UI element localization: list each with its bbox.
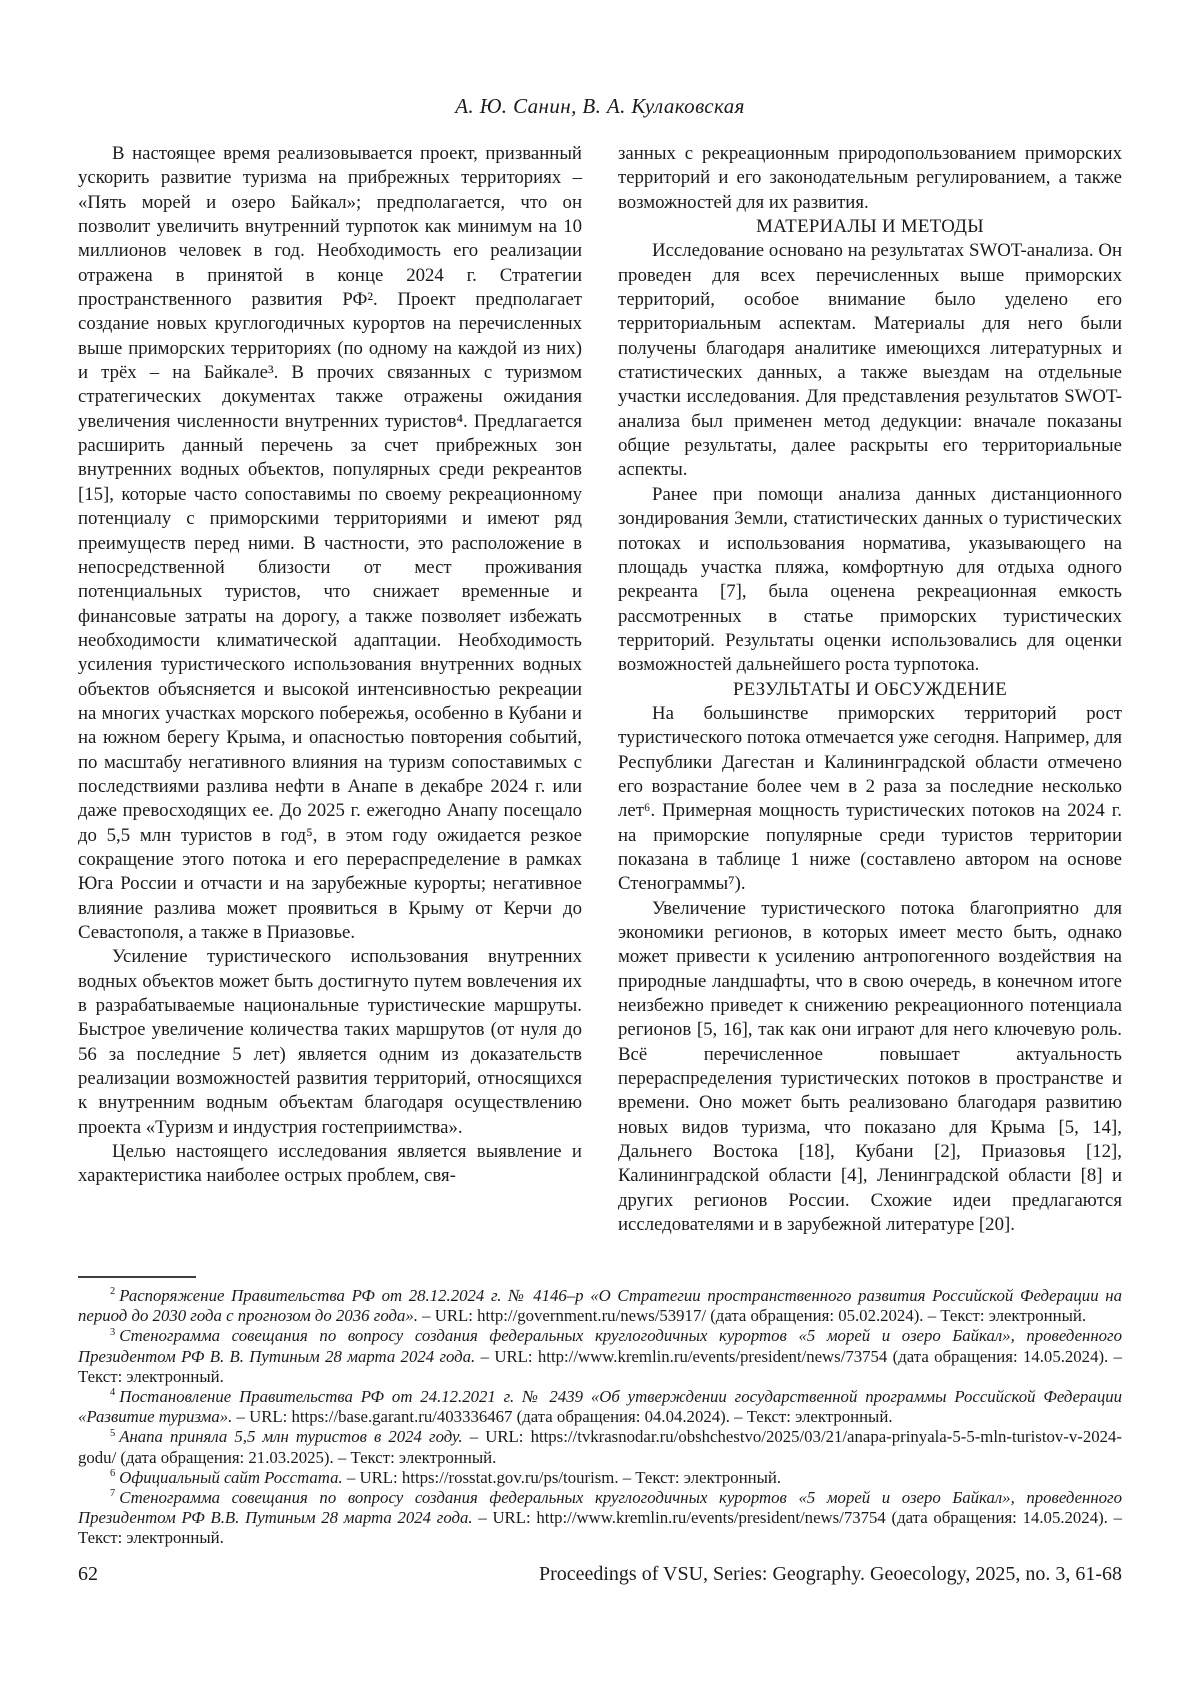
footnote-4 bbox=[78, 1387, 1122, 1427]
article-body bbox=[78, 142, 1122, 1237]
footnote-7 bbox=[78, 1488, 1122, 1549]
right-column bbox=[618, 142, 1122, 1237]
footnote-marker: 3 bbox=[110, 1326, 116, 1338]
journal-line: Proceedings of VSU, Series: Geography. Geoecology, 2025, no. 3, 61-68 bbox=[538, 1563, 1122, 1585]
left-column bbox=[78, 142, 582, 1237]
footnote-marker: 5 bbox=[110, 1427, 116, 1439]
authors-line: А. Ю. Санин, В. А. Кулаковская bbox=[455, 94, 745, 118]
body-paragraph-flow-redistribution: Увеличение туристического потока благоприятно для экономики регионов, в которых имеет место быть, однако может привести к усилению антропогенного воздействия на природные ландшафты, что в свою очередь, в конечном итоге неизбежно приведет к снижению рекреационного потенциала регионов [5, 16], так как они играют для него ключевую роль. Всё перечисленное повышает актуальность перераспределения туристических потоков в пространстве и времени. Оно может быть реализовано благодаря развитию новых видов туризма, что показано для Крыма [5, 14], Дальнего Востока [18], Кубани [2], Приазовья [12], Калининградской области [4], Ленинградской области [8] и других регионов России. Схожие идеи предлагаются исследователями и в зарубежной литературе [20]. bbox=[618, 897, 1122, 1236]
footnote-source: Постановление Правительства РФ от 24.12.2021 г. № 2439 «Об утверждении государственной программы Российской Федерации «Развитие туризма». bbox=[78, 1387, 1122, 1427]
body-paragraph-routes: Усиление туристического использования внутренних водных объектов может быть достигнуто путем вовлечения их в разрабатываемые национальные туристические маршруты. Быстрое увеличение количества таких маршрутов (от нуля до 56 за последние 5 лет) является одним из доказательств реализации возможностей развития территорий, относящихся к внутренним водным объектам благодаря осуществлению проекта «Туризм и индустрия гостеприимства». bbox=[78, 946, 582, 1138]
body-paragraph-goal: Целью настоящего исследования является выявление и характеристика наиболее острых проблем, свя- bbox=[78, 1141, 582, 1187]
footnote-source: Стенограмма совещания по вопросу создания федеральных круглогодичных курортов «5 морей и озеро Байкал», проведенного Президентом РФ В. В. Путиным 28 марта 2024 года. bbox=[78, 1326, 1122, 1366]
body-paragraph-tourist-flow-growth: На большинстве приморских территорий рост туристического потока отмечается уже сегодня. Например, для Республики Дагестан и Калининградской области отмечено его возрастание более чем в 2 раза за последние несколько лет⁶. Примерная мощность туристических потоков на 2024 г. на приморские популярные среди туристов территории показана в таблице 1 ниже (составлено автором на основе Стенограммы⁷). bbox=[618, 702, 1122, 895]
section-heading-materials-methods: МАТЕРИАЛЫ И МЕТОДЫ bbox=[756, 216, 984, 238]
footnote-source: Распоряжение Правительства РФ от 28.12.2024 г. № 4146–р «О Стратегии пространственного развития Российской Федерации на период до 2030 года с прогнозом до 2036 года». bbox=[78, 1286, 1122, 1326]
footnote-detail: – URL: https://rosstat.gov.ru/ps/tourism. – Текст: электронный. bbox=[342, 1467, 782, 1487]
footnotes-section bbox=[78, 1276, 1122, 1549]
body-paragraph-intro: В настоящее время реализовывается проект, призванный ускорить развитие туризма на прибрежных территориях – «Пять морей и озеро Байкал»; предполагается, что он позволит увеличить внутренний турпоток как минимум на 10 миллионов человек в год. Необходимость его реализации отражена в принятой в конце 2024 г. Стратегии пространственного развития РФ². Проект предполагает создание новых круглогодичных курортов на перечисленных выше приморских территориях (по одному на каждой из них) и трёх – на Байкале³. В прочих связанных с туризмом стратегических документах также отражены ожидания увеличения численности внутренних туристов⁴. Предлагается расширить данный перечень за счет прибрежных зон внутренних водных объектов, популярных среди рекреантов [15], которые часто сопоставимы по своему рекреационному потенциалу с приморскими территориями и имеют ряд преимуществ перед ними. В частности, это расположение в непосредственной близости от мест проживания потенциальных туристов, что снижает временные и финансовые затраты на дорогу, а также позволяет избежать необходимости климатической адаптации. Необходимость усиления туристического использования внутренних водных объектов объясняется и высокой интенсивностью рекреации на многих участках морского побережья, особенно в Кубани и на южном берегу Крыма, и опасностью повторения событий, по масштабу негативного влияния на туризм сопоставимых с последствиями разлива нефти в Анапе в декабре 2024 г. или даже превосходящих ее. До 2025 г. ежегодно Анапу посещало до 5,5 млн туристов в год⁵, в этом году ожидается резкое сокращение этого потока и его перераспределение в рамках Юга России и отчасти и на зарубежные курорты; негативное влияние разлива может проявиться в Крыму от Керчи до Севастополя, а также в Приазовье. bbox=[78, 143, 582, 943]
body-paragraph-goal-continued: занных с рекреационным природопользованием приморских территорий и его законодательным регулированием, а также возможностей для их развития. bbox=[618, 143, 1122, 213]
footnote-5 bbox=[78, 1427, 1122, 1467]
footnote-source: Официальный сайт Росстата. bbox=[119, 1467, 343, 1487]
footnote-detail: – URL: http://government.ru/news/53917/ (дата обращения: 05.02.2024). – Текст: электронный. bbox=[417, 1306, 1087, 1326]
footnote-marker: 7 bbox=[110, 1488, 116, 1500]
footnote-marker: 4 bbox=[110, 1387, 116, 1399]
footnote-2 bbox=[78, 1286, 1122, 1326]
footnote-detail: – URL: http://www.kremlin.ru/events/president/news/73754 (дата обращения: 14.05.2024). – Текст: электронный. bbox=[78, 1346, 1122, 1386]
footnote-detail: – URL: http://www.kremlin.ru/events/president/news/73754 (дата обращения: 14.05.2024). – Текст: электронный. bbox=[78, 1508, 1122, 1548]
section-heading-results-discussion: РЕЗУЛЬТАТЫ И ОБСУЖДЕНИЕ bbox=[732, 678, 1008, 700]
footnote-source: Стенограмма совещания по вопросу создания федеральных круглогодичных курортов «5 морей и озеро Байкал», проведенного Президентом РФ В.В. Путиным 28 марта 2024 года. bbox=[78, 1488, 1122, 1528]
footnote-separator bbox=[78, 1276, 196, 1278]
footnote-source: Анапа приняла 5,5 млн туристов в 2024 году. bbox=[119, 1427, 463, 1447]
footnote-3 bbox=[78, 1326, 1122, 1387]
footnote-detail: – URL: https://base.garant.ru/403336467 (дата обращения: 04.04.2024). – Текст: электронный. bbox=[232, 1407, 893, 1427]
page-footer bbox=[78, 1563, 1122, 1586]
body-paragraph-remote-sensing: Ранее при помощи анализа данных дистанционного зондирования Земли, статистических данных о туристических потоках и использования норматива, указывающего на площадь участка пляжа, комфортную для отдыха одного рекреанта [7], была оценена рекреационная емкость рассмотренных в статье приморских туристических территорий. Результаты оценки использовались для оценки возможностей дальнейшего роста турпотока. bbox=[618, 483, 1122, 676]
footnote-marker: 6 bbox=[110, 1468, 116, 1480]
footnote-marker: 2 bbox=[110, 1286, 116, 1298]
footnote-detail: – URL: https://tvkrasnodar.ru/obshchestvo/2025/03/21/anapa-prinyala-5-5-mln-turistov-v-2024-godu/ (дата обращения: 21.03.2025). – Текст: электронный. bbox=[78, 1427, 1122, 1467]
page-number: 62 bbox=[78, 1563, 98, 1585]
footnote-6 bbox=[78, 1468, 1122, 1488]
body-paragraph-swot: Исследование основано на результатах SWOT-анализа. Он проведен для всех перечисленных выше приморских территорий, особое внимание было уделено его территориальным аспектам. Материалы для него были получены благодаря аналитике имеющихся литературных и статистических данных, а также выездам на отдельные участки исследования. Для представления результатов SWOT-анализа был применен метод дедукции: вначале показаны общие результаты, далее раскрыты его территориальные аспекты. bbox=[618, 240, 1122, 481]
